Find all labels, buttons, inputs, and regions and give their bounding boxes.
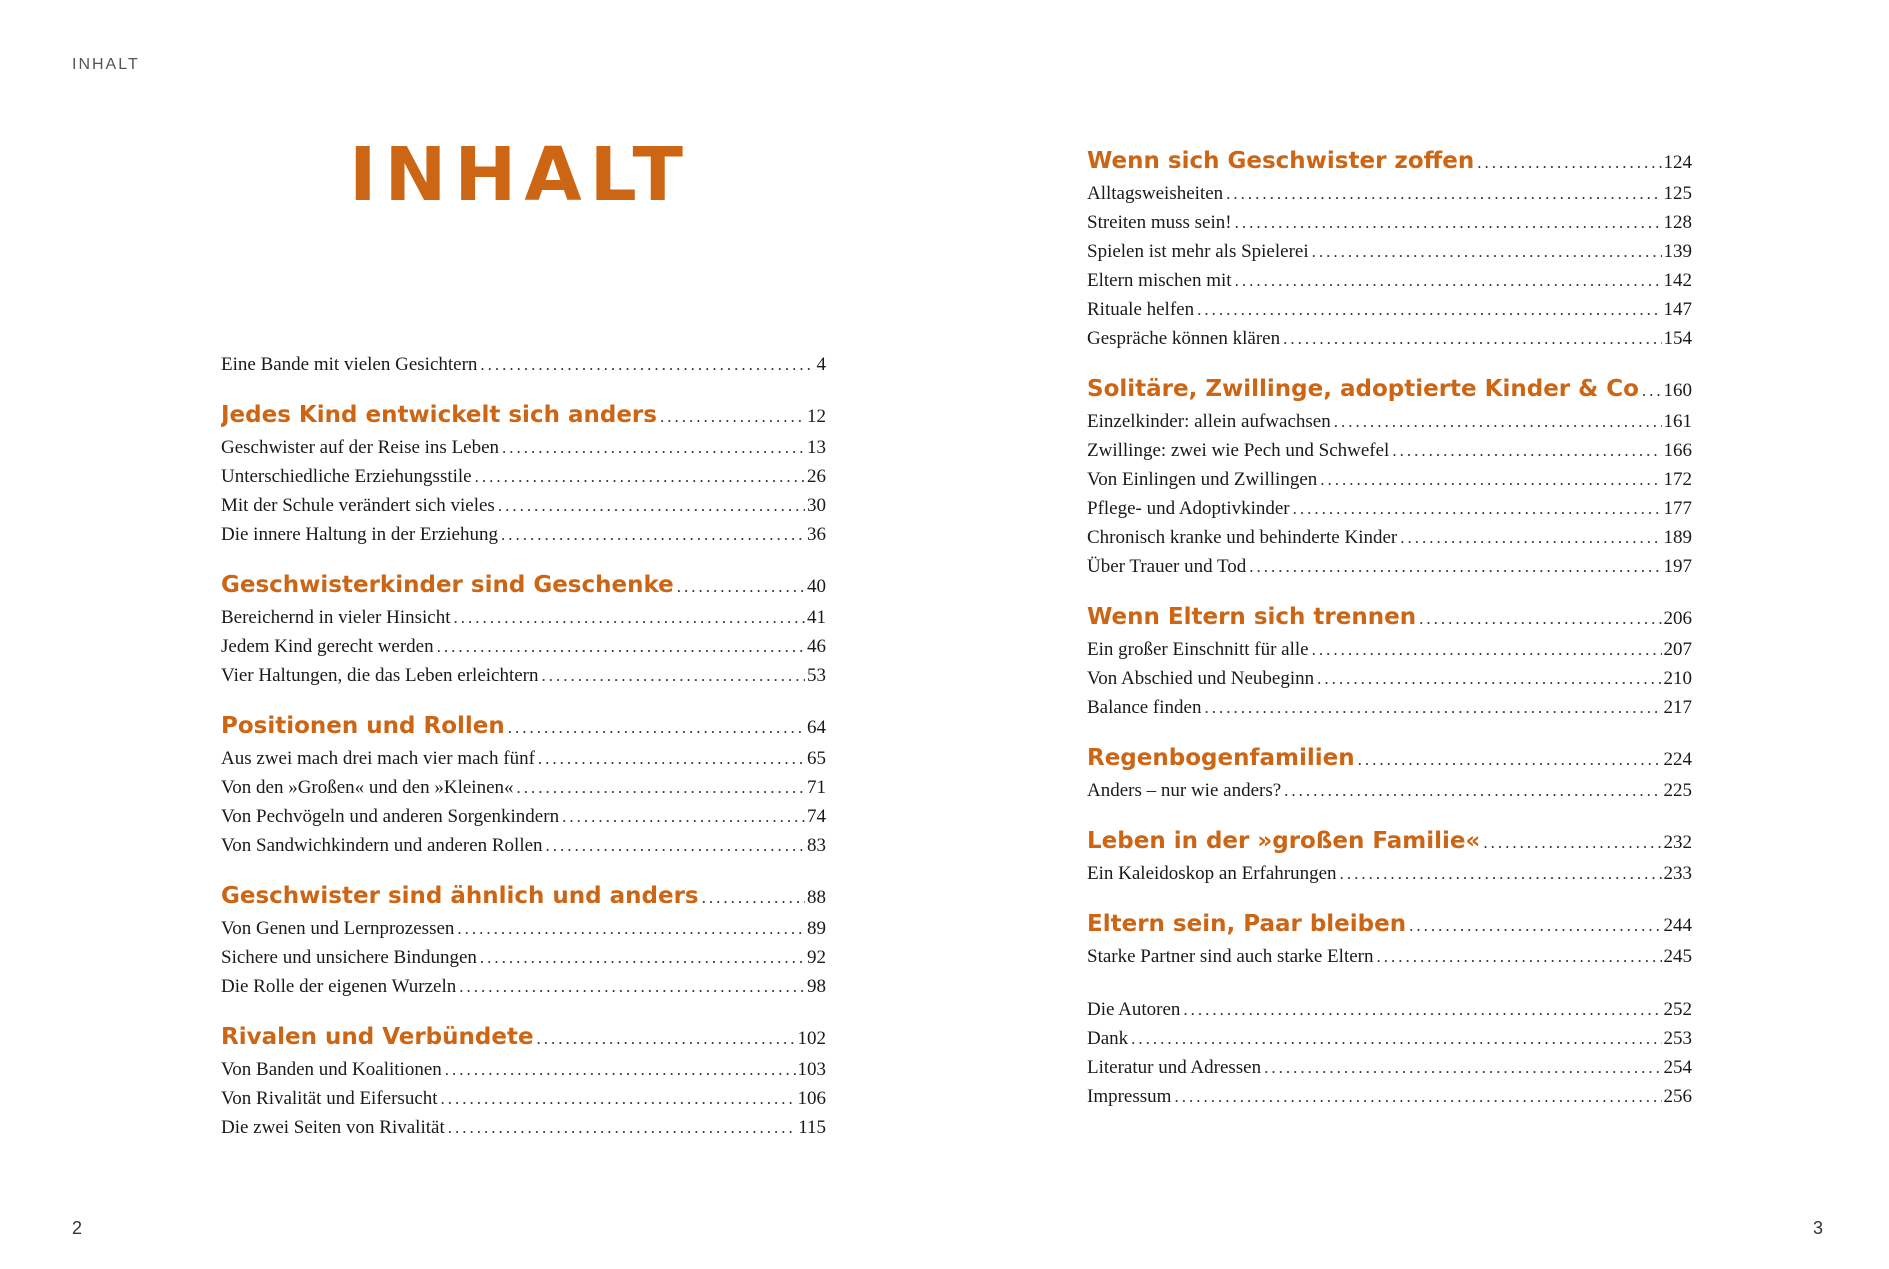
toc-entry-title: Von Rivalität und Eifersucht — [221, 1088, 438, 1109]
toc-entry-page: 166 — [1663, 440, 1692, 461]
toc-entry-page: 154 — [1663, 328, 1692, 349]
toc-entry-title: Geschwister sind ähnlich und anders — [221, 883, 699, 909]
toc-entry-page: 106 — [797, 1088, 826, 1109]
toc-entry — [1087, 635, 1692, 664]
dot-leader — [1358, 742, 1662, 776]
dot-leader — [562, 802, 805, 831]
toc-entry-page: 254 — [1663, 1057, 1692, 1078]
toc-entry-title: Die Autoren — [1087, 999, 1181, 1020]
dot-leader — [459, 972, 805, 1001]
page-number-right: 3 — [1812, 1218, 1823, 1238]
toc-entry-title: Spielen ist mehr als Spielerei — [1087, 241, 1309, 262]
toc-entry — [221, 1113, 826, 1142]
dot-leader — [1131, 1024, 1661, 1053]
page-title: INHALT — [348, 132, 692, 218]
toc-entry-page: 88 — [807, 887, 826, 908]
toc-entry-page: 161 — [1663, 411, 1692, 432]
toc-entry — [1087, 324, 1692, 353]
toc-column-right — [1087, 143, 1692, 1111]
running-head: INHALT — [72, 56, 140, 73]
toc-entry-page: 189 — [1663, 527, 1692, 548]
dot-leader — [542, 661, 806, 690]
toc-entry — [1087, 208, 1692, 237]
toc-entry — [221, 520, 826, 549]
toc-entry — [1087, 1024, 1692, 1053]
toc-entry-title: Geschwister auf der Reise ins Leben — [221, 437, 500, 458]
toc-entry-title: Von Sandwichkindern und anderen Rollen — [221, 835, 543, 856]
toc-entry-page: 13 — [807, 437, 826, 458]
toc-entry-title: Unterschiedliche Erziehungsstile — [221, 466, 472, 487]
dot-leader — [1235, 208, 1662, 237]
dot-leader — [445, 1055, 796, 1084]
toc-chapter-entry — [221, 567, 826, 603]
dot-leader — [1283, 324, 1661, 353]
dot-leader — [480, 350, 814, 379]
toc-entry-title: Bereichernd in vieler Hinsicht — [221, 607, 451, 628]
dot-leader — [502, 433, 805, 462]
toc-entry-title: Alltagsweisheiten — [1087, 183, 1224, 204]
toc-entry-page: 92 — [807, 947, 826, 968]
dot-leader — [1183, 995, 1661, 1024]
dot-leader — [441, 1084, 796, 1113]
toc-entry-title: Die zwei Seiten von Rivalität — [221, 1117, 445, 1138]
toc-entry-page: 206 — [1663, 608, 1692, 629]
toc-entry — [1087, 995, 1692, 1024]
page-number-left: 2 — [72, 1218, 83, 1238]
toc-chapter-entry — [1087, 906, 1692, 942]
dot-leader — [475, 462, 805, 491]
toc-entry — [221, 491, 826, 520]
toc-entry-page: 64 — [807, 717, 826, 738]
toc-entry-title: Eltern mischen mit — [1087, 270, 1232, 291]
toc-entry — [221, 744, 826, 773]
toc-entry — [221, 1084, 826, 1113]
toc-entry-title: Von Banden und Koalitionen — [221, 1059, 442, 1080]
toc-entry-title: Pflege- und Adoptivkinder — [1087, 498, 1290, 519]
toc-entry — [221, 462, 826, 491]
toc-entry — [1087, 523, 1692, 552]
dot-leader — [1264, 1053, 1661, 1082]
toc-entry-title: Ein Kaleidoskop an Erfahrungen — [1087, 863, 1337, 884]
dot-leader — [448, 1113, 796, 1142]
dot-leader — [1235, 266, 1662, 295]
toc-entry — [1087, 266, 1692, 295]
dot-leader — [437, 632, 805, 661]
toc-chapter-entry — [1087, 143, 1692, 179]
toc-entry-page: 232 — [1663, 832, 1692, 853]
toc-entry — [221, 433, 826, 462]
toc-entry-title: Gespräche können klären — [1087, 328, 1281, 349]
toc-entry — [221, 1055, 826, 1084]
toc-entry-page: 244 — [1663, 915, 1692, 936]
toc-entry-page: 65 — [807, 748, 826, 769]
dot-leader — [1419, 601, 1661, 635]
toc-entry-title: Die innere Haltung in der Erziehung — [221, 524, 498, 545]
toc-entry — [221, 632, 826, 661]
toc-entry — [1087, 179, 1692, 208]
toc-chapter-entry — [1087, 599, 1692, 635]
toc-entry-title: Von Genen und Lernprozessen — [221, 918, 455, 939]
toc-entry-title: Zwillinge: zwei wie Pech und Schwefel — [1087, 440, 1390, 461]
toc-entry — [221, 661, 826, 690]
toc-entry-title: Rivalen und Verbündete — [221, 1024, 534, 1050]
dot-leader — [1197, 295, 1661, 324]
toc-entry-page: 30 — [807, 495, 826, 516]
toc-entry — [1087, 494, 1692, 523]
dot-leader — [538, 744, 805, 773]
toc-entry — [221, 773, 826, 802]
toc-entry — [221, 802, 826, 831]
toc-entry-title: Aus zwei mach drei mach vier mach fünf — [221, 748, 535, 769]
toc-entry-page: 4 — [816, 354, 826, 375]
toc-entry-page: 252 — [1663, 999, 1692, 1020]
toc-entry — [1087, 1053, 1692, 1082]
toc-entry-title: Leben in der »großen Familie« — [1087, 828, 1481, 854]
toc-entry-page: 71 — [807, 777, 826, 798]
toc-entry-title: Dank — [1087, 1028, 1129, 1049]
toc-entry-page: 115 — [798, 1117, 826, 1138]
toc-entry-page: 53 — [807, 665, 826, 686]
toc-entry — [1087, 1082, 1692, 1111]
toc-entry — [1087, 465, 1692, 494]
toc-entry — [221, 914, 826, 943]
toc-entry-page: 147 — [1663, 299, 1692, 320]
dot-leader — [1320, 465, 1661, 494]
toc-entry — [221, 972, 826, 1001]
toc-entry-title: Ein großer Einschnitt für alle — [1087, 639, 1309, 660]
toc-entry-title: Eine Bande mit vielen Gesichtern — [221, 354, 478, 375]
dot-leader — [1249, 552, 1661, 581]
toc-chapter-entry — [221, 708, 826, 744]
dot-leader — [1226, 179, 1661, 208]
toc-entry-title: Von Abschied und Neubeginn — [1087, 668, 1315, 689]
toc-chapter-entry — [1087, 371, 1692, 407]
toc-entry — [1087, 552, 1692, 581]
toc-entry-page: 46 — [807, 636, 826, 657]
dot-leader — [498, 491, 805, 520]
toc-entry-title: Solitäre, Zwillinge, adoptierte Kinder & Co — [1087, 376, 1639, 402]
toc-entry-title: Streiten muss sein! — [1087, 212, 1232, 233]
toc-entry-page: 224 — [1663, 749, 1692, 770]
toc-entry-title: Regenbogenfamilien — [1087, 745, 1355, 771]
dot-leader — [1392, 436, 1661, 465]
toc-chapter-entry — [221, 878, 826, 914]
toc-entry-title: Positionen und Rollen — [221, 713, 505, 739]
toc-entry-title: Einzelkinder: allein aufwachsen — [1087, 411, 1331, 432]
toc-entry — [221, 943, 826, 972]
dot-leader — [1642, 373, 1662, 407]
dot-leader — [702, 880, 805, 914]
dot-leader — [454, 603, 805, 632]
toc-entry-title: Chronisch kranke und behinderte Kinder — [1087, 527, 1398, 548]
toc-entry-page: 210 — [1663, 668, 1692, 689]
toc-entry — [1087, 776, 1692, 805]
toc-entry-page: 41 — [807, 607, 826, 628]
dot-leader — [457, 914, 805, 943]
toc-entry-title: Mit der Schule verändert sich vieles — [221, 495, 495, 516]
toc-chapter-entry — [221, 1019, 826, 1055]
toc-entry-title: Wenn sich Geschwister zoffen — [1087, 148, 1475, 174]
toc-chapter-entry — [1087, 740, 1692, 776]
dot-leader — [517, 773, 805, 802]
dot-leader — [480, 943, 805, 972]
toc-entry-page: 128 — [1663, 212, 1692, 233]
dot-leader — [660, 399, 805, 433]
toc-chapter-entry — [221, 397, 826, 433]
dot-leader — [537, 1021, 796, 1055]
toc-entry-title: Geschwisterkinder sind Geschenke — [221, 572, 674, 598]
dot-leader — [1312, 237, 1662, 266]
toc-entry — [1087, 693, 1692, 722]
toc-entry-title: Wenn Eltern sich trennen — [1087, 604, 1417, 630]
toc-chapter-entry — [1087, 823, 1692, 859]
toc-entry-page: 256 — [1663, 1086, 1692, 1107]
dot-leader — [1483, 825, 1661, 859]
toc-entry-page: 177 — [1663, 498, 1692, 519]
dot-leader — [546, 831, 805, 860]
dot-leader — [1477, 145, 1661, 179]
dot-leader — [1204, 693, 1661, 722]
dot-leader — [677, 569, 805, 603]
toc-entry-title: Vier Haltungen, die das Leben erleichtern — [221, 665, 539, 686]
toc-entry — [1087, 859, 1692, 888]
toc-column-left — [221, 350, 826, 1142]
toc-entry-page: 26 — [807, 466, 826, 487]
toc-entry-page: 40 — [807, 576, 826, 597]
toc-entry-page: 197 — [1663, 556, 1692, 577]
toc-entry-title: Über Trauer und Tod — [1087, 556, 1247, 577]
dot-leader — [1400, 523, 1661, 552]
toc-entry-title: Von den »Großen« und den »Kleinen« — [221, 777, 514, 798]
toc-entry-page: 89 — [807, 918, 826, 939]
toc-entry-title: Sichere und unsichere Bindungen — [221, 947, 477, 968]
toc-entry-page: 245 — [1663, 946, 1692, 967]
toc-entry-title: Von Pechvögeln und anderen Sorgenkindern — [221, 806, 560, 827]
dot-leader — [1284, 776, 1661, 805]
toc-entry-page: 160 — [1663, 380, 1692, 401]
toc-entry-title: Impressum — [1087, 1086, 1172, 1107]
toc-entry-title: Anders – nur wie anders? — [1087, 780, 1282, 801]
toc-entry — [1087, 237, 1692, 266]
toc-entry-page: 225 — [1663, 780, 1692, 801]
toc-entry — [1087, 295, 1692, 324]
dot-leader — [1334, 407, 1662, 436]
toc-entry-page: 253 — [1663, 1028, 1692, 1049]
toc-entry-page: 83 — [807, 835, 826, 856]
dot-leader — [501, 520, 805, 549]
dot-leader — [1293, 494, 1662, 523]
toc-entry-title: Starke Partner sind auch starke Eltern — [1087, 946, 1374, 967]
toc-entry-page: 124 — [1663, 152, 1692, 173]
toc-entry-page: 103 — [797, 1059, 826, 1080]
toc-entry-page: 233 — [1663, 863, 1692, 884]
toc-entry-page: 142 — [1663, 270, 1692, 291]
dot-leader — [1340, 859, 1662, 888]
toc-entry-page: 98 — [807, 976, 826, 997]
toc-entry — [1087, 407, 1692, 436]
toc-entry-page: 217 — [1663, 697, 1692, 718]
toc-entry-title: Jedem Kind gerecht werden — [221, 636, 434, 657]
toc-entry-page: 125 — [1663, 183, 1692, 204]
toc-entry-title: Von Einlingen und Zwillingen — [1087, 469, 1318, 490]
toc-entry-page: 172 — [1663, 469, 1692, 490]
toc-entry-page: 139 — [1663, 241, 1692, 262]
dot-leader — [1174, 1082, 1661, 1111]
toc-entry-page: 207 — [1663, 639, 1692, 660]
dot-leader — [1317, 664, 1661, 693]
toc-entry-page: 102 — [797, 1028, 826, 1049]
toc-entry-title: Die Rolle der eigenen Wurzeln — [221, 976, 457, 997]
dot-leader — [1312, 635, 1662, 664]
toc-entry-page: 36 — [807, 524, 826, 545]
toc-entry — [221, 603, 826, 632]
toc-entry — [1087, 436, 1692, 465]
dot-leader — [508, 710, 805, 744]
toc-entry-title: Eltern sein, Paar bleiben — [1087, 911, 1407, 937]
toc-entry-title: Rituale helfen — [1087, 299, 1195, 320]
toc-entry-title: Literatur und Adressen — [1087, 1057, 1262, 1078]
toc-entry — [1087, 942, 1692, 971]
toc-entry — [221, 350, 826, 379]
dot-leader — [1376, 942, 1661, 971]
toc-entry-page: 12 — [807, 406, 826, 427]
toc-entry — [221, 831, 826, 860]
toc-entry — [1087, 664, 1692, 693]
toc-entry-title: Balance finden — [1087, 697, 1202, 718]
toc-entry-title: Jedes Kind entwickelt sich anders — [221, 402, 657, 428]
toc-entry-page: 74 — [807, 806, 826, 827]
dot-leader — [1409, 908, 1661, 942]
